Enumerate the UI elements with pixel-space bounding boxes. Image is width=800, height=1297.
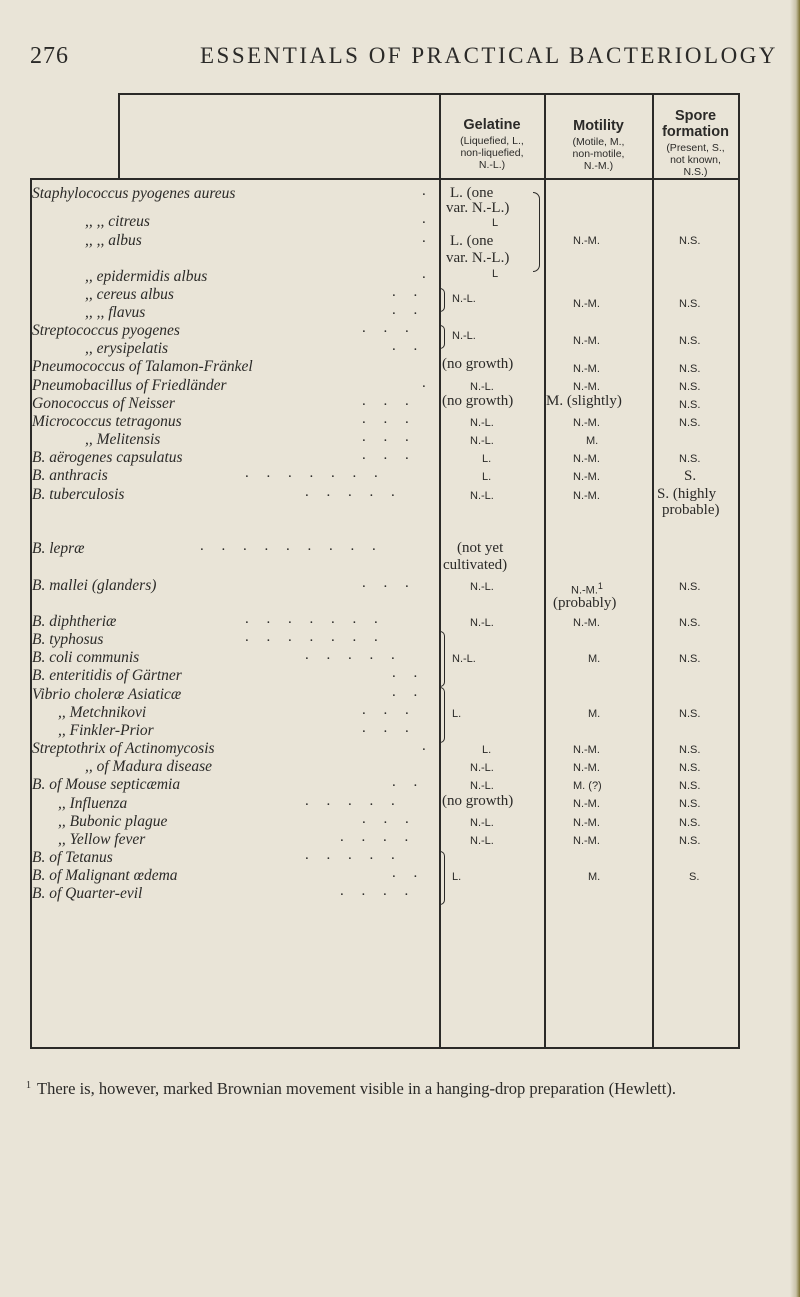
row-name: ,, epidermidis albus [85,268,208,285]
row-name: B. of Malignant œdema [32,867,178,884]
motility-cell: N.-M. [573,471,600,483]
row-name: Vibrio choleræ Asiaticæ [32,686,182,703]
gelatine-cell: L. [452,871,462,883]
group-bracket [440,687,445,743]
spore-cell: N.S. [679,335,701,347]
spore-cell: N.S. [679,835,701,847]
gelatine-cell: N.-L. [470,435,494,447]
footnote [26,1075,786,1100]
page-number: 276 [30,43,69,69]
gelatine-cell: L. [482,453,492,465]
gelatine-cell: N.-L. [452,330,476,342]
gelatine-cell: (no growth) [442,393,514,409]
row-name: B. of Tetanus [32,849,113,866]
motility-cell: M. [588,653,601,665]
row-name: B. mallei (glanders) [32,577,157,594]
row-name: ,, cereus albus [85,286,174,303]
row-name: Staphylococcus pyogenes aureus [32,185,236,202]
running-head: ESSENTIALS OF PRACTICAL BACTERIOLOGY [200,43,778,68]
gelatine-cell: L. (one [450,185,494,201]
header-rule [30,178,739,180]
gelatine-cell: N.-L. [452,293,476,305]
gelatine-cell: N.-L. [470,581,494,593]
spore-cell: S. [684,468,697,484]
spore-cell: N.S. [679,653,701,665]
gelatine-cell: L. [482,471,492,483]
gelatine-cell: N.-L. [470,490,494,502]
footnote-marker: 1 [26,1080,31,1091]
row-name: B. anthracis [32,467,108,484]
col-heading-spore-formation: Spore formation (Present, S., not known, N.S.) [662,108,729,178]
motility-cell: (probably) [553,595,617,611]
spore-cell: N.S. [679,744,701,756]
row-name: ,, Metchnikovi [58,704,147,721]
gelatine-cell: var. N.-L.) [446,250,510,266]
group-bracket [533,192,540,272]
spore-cell: N.S. [679,363,701,375]
row-name: B. typhosus [32,631,104,648]
motility-cell: N.-M. [573,490,600,502]
motility-cell: N.-M. [573,298,600,310]
table-right-rule [738,93,740,1048]
group-bracket [440,631,445,687]
gelatine-cell: L [492,268,499,280]
spore-cell: N.S. [679,581,701,593]
row-name: Streptothrix of Actinomycosis [32,740,215,757]
spore-cell: N.S. [679,617,701,629]
spore-cell: N.S. [679,298,701,310]
row-name: ,, of Madura disease [85,758,213,775]
spore-cell: N.S. [679,381,701,393]
gelatine-cell: N.-L. [470,780,494,792]
group-bracket [440,851,445,905]
row-name: B. of Quarter-evil [32,885,143,902]
spore-cell: N.S. [679,453,701,465]
motility-cell: N.-M. [573,835,600,847]
group-bracket [440,288,445,312]
gelatine-cell: N.-L. [452,653,476,665]
motility-cell: M. (slightly) [546,393,622,409]
spore-cell: N.S. [679,399,701,411]
motility-cell: M. [588,708,601,720]
col-heading-motility: Motility (Motile, M., non-motile, N.-M.) [572,118,625,172]
row-name: ,, Yellow fever [58,831,146,848]
gelatine-cell: cultivated) [443,557,508,573]
gelatine-cell: (no growth) [442,356,514,372]
row-name: Micrococcus tetragonus [32,413,182,430]
row-name: ,, erysipelatis [85,340,169,357]
gelatine-cell: L. (one [450,233,494,249]
gelatine-cell: L. [452,708,462,720]
spore-cell: S. [689,871,700,883]
row-name: Streptococcus pyogenes [32,322,180,339]
row-name: B. aërogenes capsulatus [32,449,183,466]
table-top-rule [118,93,738,95]
gelatine-cell: N.-L. [470,417,494,429]
table-bottom-rule [30,1047,740,1049]
row-name: B. of Mouse septicæmia [32,776,181,793]
gelatine-cell: L. [482,744,492,756]
col-rule-2 [544,93,546,1048]
row-name: ,, Melitensis [85,431,161,448]
row-name: ,, Bubonic plague [58,813,168,830]
motility-cell: N.-M. [573,817,600,829]
gelatine-cell: N.-L. [470,817,494,829]
motility-cell: N.-M. [573,798,600,810]
spore-cell: N.S. [679,798,701,810]
gelatine-cell: N.-L. [470,381,494,393]
spore-cell: N.S. [679,817,701,829]
motility-cell: N.-M. [573,744,600,756]
row-name: Gonococcus of Neisser [32,395,175,412]
row-name: Pneumococcus of Talamon-Fränkel [32,358,253,375]
gelatine-cell: N.-L. [470,762,494,774]
motility-cell: M. [586,435,599,447]
gelatine-cell: L [492,217,499,229]
row-name: ,, ,, citreus [85,213,150,230]
gelatine-cell: (no growth) [442,793,514,809]
motility-cell: N.-M. [573,762,600,774]
row-name: B. lepræ [32,540,85,557]
group-bracket [440,325,445,349]
footnote-text: There is, however, marked Brownian movement visible in a hanging-drop preparation (Hewlett). [37,1079,676,1098]
row-name: ,, ,, flavus [85,304,146,321]
motility-cell: N.-M.$^1$ [571,581,603,597]
motility-cell: M. [588,871,601,883]
spore-cell: S. (highly [657,486,717,502]
row-name: Pneumobacillus of Friedländer [32,377,227,394]
row-name: ,, Influenza [58,795,128,812]
motility-cell: N.-M. [573,381,600,393]
row-name: ,, ,, albus [85,232,142,249]
row-name: ,, Finkler-Prior [58,722,154,739]
page-edge [790,0,800,1297]
row-name: B. diphtheriæ [32,613,117,630]
motility-cell: N.-M. [573,335,600,347]
header-left-rule [118,93,120,179]
motility-cell: M. (?) [573,780,602,792]
row-name: B. tuberculosis [32,486,125,503]
gelatine-cell: (not yet [457,540,504,556]
spore-cell: probable) [662,502,720,518]
row-name: B. coli communis [32,649,140,666]
motility-cell: N.-M. [573,235,600,247]
col-rule-3 [652,93,654,1048]
gelatine-cell: N.-L. [470,617,494,629]
motility-cell: N.-M. [573,417,600,429]
spore-cell: N.S. [679,780,701,792]
spore-cell: N.S. [679,708,701,720]
row-name: B. enteritidis of Gärtner [32,667,182,684]
spore-cell: N.S. [679,235,701,247]
motility-cell: N.-M. [573,363,600,375]
motility-cell: N.-M. [573,453,600,465]
book-page: 276 ESSENTIALS OF PRACTICAL BACTERIOLOGY Gelatine (Liquefied, L., non-liquefied, N.-L.) Motility (Motile, M., non-motile, N.-M.) Spore formation (Present, S., not known, N.S.) Staphylococcus pyogenes aureus ,, ,, citreus ,, ,, albus ,, epidermidis albus ,, cereus albus ,, ,, flavus Streptococcus pyogenes ,, erysipelatis Pneumococcus of Talamon-Fränkel Pneumobacillus of Friedländer Gonococcus of Neisser Micrococcus tetragonus ,, Melitensis B. aërogenes capsulatus B. anthracis B. tuberculosis B. lepræ B. mallei (glanders) B. diphtheriæ B. typhosus B. coli communis B. enteritidis of Gärtner Vibrio choleræ Asiaticæ ,, Metchnikovi ,, Finkler-Prior Streptothrix of Actinomycosis ,, of Madura disease B. of Mouse septicæmia ,, Influenza ,, Bubonic plague ,, Yellow fever B. of Tetanus B. of Malignant œdema B. of Quarter-evil . . . . . . . . . . . . . . . . . . . . . . . . . . . . . . . . . . . . . . . . . . . . . . . . . . . . . . . . . . . . . . . . . . . . . . . . . . . . . . . . . . . . . . . . . . . . . . . . . . . . . . . . . L. (one var. N.-L.) L L. (one var. N.-L.) L N.-L. N.-L. (no growth) N.-L. (no growth) N.-L. N.-L. L. L. N.-L. (not yet cultivated) N.-L. N.-L. N.-L. L. L. N.-L. N.-L. (no growth) N.-L. N.-L. L. N.-M. N.-M. N.-M. N.-M. N.-M. M. (slightly) N.-M. M. N.-M. N.-M. N.-M. N.-M.$^1$ (probably) N.-M. M. M. N.-M. N.-M. M. (?) N.-M. N.-M. N.-M. M. N.S. N.S. N.S. N.S. N.S. N.S. N.S. N.S. S. S. (highly probable) N.S. N.S. N.S. N.S. N.S. N.S. N.S. N.S. N.S. N.S. S. $^1$ There is, however, marked Brownian movement visible in a hanging-drop preparation (Hewlett). [0,0,800,1297]
col-heading-gelatine: Gelatine (Liquefied, L., non-liquefied, N.-L.) [460,117,524,171]
spore-cell: N.S. [679,762,701,774]
motility-cell: N.-M. [573,617,600,629]
spore-cell: N.S. [679,417,701,429]
gelatine-cell: var. N.-L.) [446,200,510,216]
gelatine-cell: N.-L. [470,835,494,847]
